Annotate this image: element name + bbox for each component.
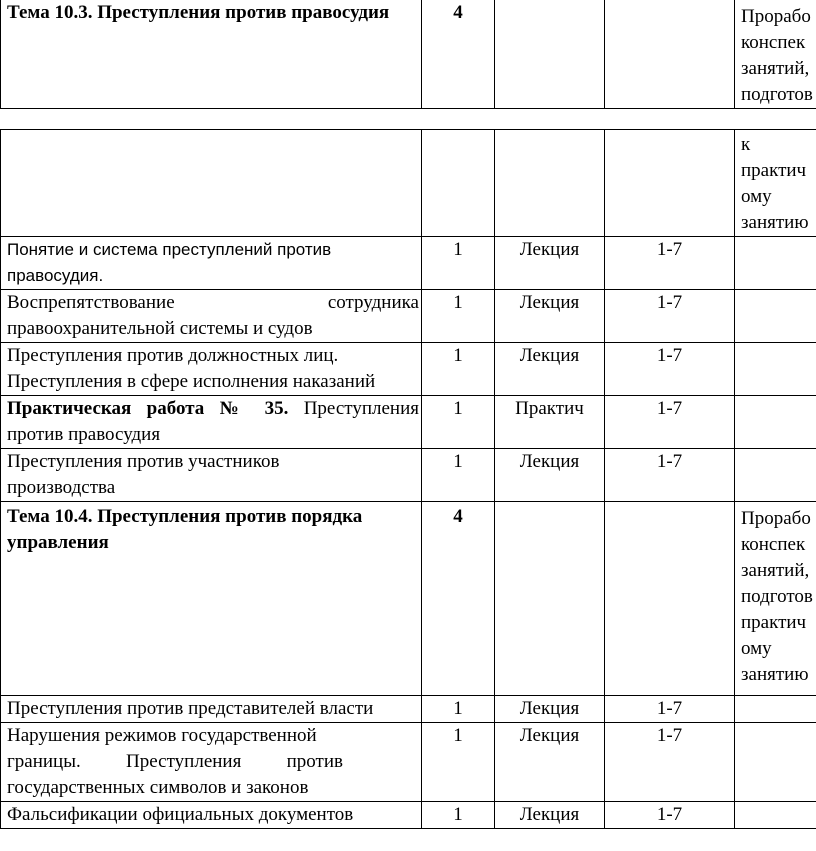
empty-cell [735,696,816,723]
ref-cell: 1-7 [605,696,735,723]
topic-cell: Преступления против представителей власти [1,696,422,723]
note-line: к [741,134,751,155]
type-cell: Лекция [495,696,605,723]
empty-cell [605,502,735,696]
practical-work-topic: Преступления против правосудия [7,398,419,445]
topic-cell [1,396,422,449]
ref-cell: 1-7 [605,449,735,502]
empty-cell [735,290,816,343]
note-line: занятий, [741,58,810,79]
empty-cell [495,0,605,109]
note-line: практич [741,160,807,181]
ref-cell: 1-7 [605,802,735,829]
empty-cell [422,130,495,237]
hours-cell: 1 [422,449,495,502]
continuation-row [1,130,816,237]
empty-cell [735,237,816,290]
note-line: ому [741,186,772,207]
topic-cell: Понятие и система преступлений против правосудия. [1,237,422,290]
table-row [1,396,816,449]
theme-title: Тема 10.4. Преступления против порядка управления [1,502,422,696]
hours-cell: 1 [422,343,495,396]
topic-line: границы. Преступления против [7,751,343,772]
topic-cell [1,290,422,343]
theme-title: Тема 10.3. Преступления против правосудия [1,0,422,109]
note-line: занятию [741,212,809,233]
continuation-note [735,130,816,237]
empty-cell [735,396,816,449]
topic-line: Нарушения режимов государственной [7,725,317,746]
type-cell: Практич [495,396,605,449]
table-row [1,449,816,502]
topic-cell: Фальсификации официальных документов [1,802,422,829]
table-row [1,290,816,343]
note-line: подготов [741,84,813,105]
topic-cell: Преступления против участников производства [1,449,422,502]
empty-cell [605,0,735,109]
table-row [1,343,816,396]
empty-cell [735,723,816,802]
curriculum-table-main [0,129,816,829]
note-line: занятий, [741,560,810,581]
hours-cell: 1 [422,802,495,829]
topic-line: государственных символов и законов [7,777,309,798]
table-row [1,237,816,290]
empty-cell [605,130,735,237]
empty-cell [1,130,422,237]
type-cell: Лекция [495,723,605,802]
empty-cell [735,802,816,829]
note-line: Прорабо [741,6,811,27]
ref-cell: 1-7 [605,343,735,396]
note-line: конспек [741,32,806,53]
theme-row [1,502,816,696]
note-line: подготов [741,586,813,607]
hours-cell: 1 [422,696,495,723]
note-line: занятию [741,664,809,685]
type-cell: Лекция [495,290,605,343]
practical-work-label: Практическая работа № 35. [7,398,289,419]
theme-row [1,0,816,109]
theme-note [735,502,816,696]
theme-hours: 4 [422,502,495,696]
hours-cell: 1 [422,290,495,343]
topic-cell: Преступления против должностных лиц. Преступления в сфере исполнения наказаний [1,343,422,396]
hours-cell: 1 [422,723,495,802]
topic-line: правоохранительной системы и судов [7,318,313,339]
type-cell: Лекция [495,802,605,829]
empty-cell [495,502,605,696]
topic-line: Воспрепятствование сотрудника [7,292,419,313]
empty-cell [495,130,605,237]
table-row [1,802,816,829]
ref-cell: 1-7 [605,237,735,290]
type-cell: Лекция [495,237,605,290]
type-cell: Лекция [495,343,605,396]
empty-cell [735,343,816,396]
hours-cell: 1 [422,237,495,290]
ref-cell: 1-7 [605,290,735,343]
table-row [1,723,816,802]
note-line: практич [741,612,807,633]
note-line: ому [741,638,772,659]
theme-note [735,0,816,109]
empty-cell [735,449,816,502]
ref-cell: 1-7 [605,723,735,802]
note-line: Прорабо [741,508,811,529]
curriculum-table-top [0,0,816,109]
note-line: конспек [741,534,806,555]
ref-cell: 1-7 [605,396,735,449]
type-cell: Лекция [495,449,605,502]
table-row [1,696,816,723]
topic-cell [1,723,422,802]
theme-hours: 4 [422,0,495,109]
hours-cell: 1 [422,396,495,449]
